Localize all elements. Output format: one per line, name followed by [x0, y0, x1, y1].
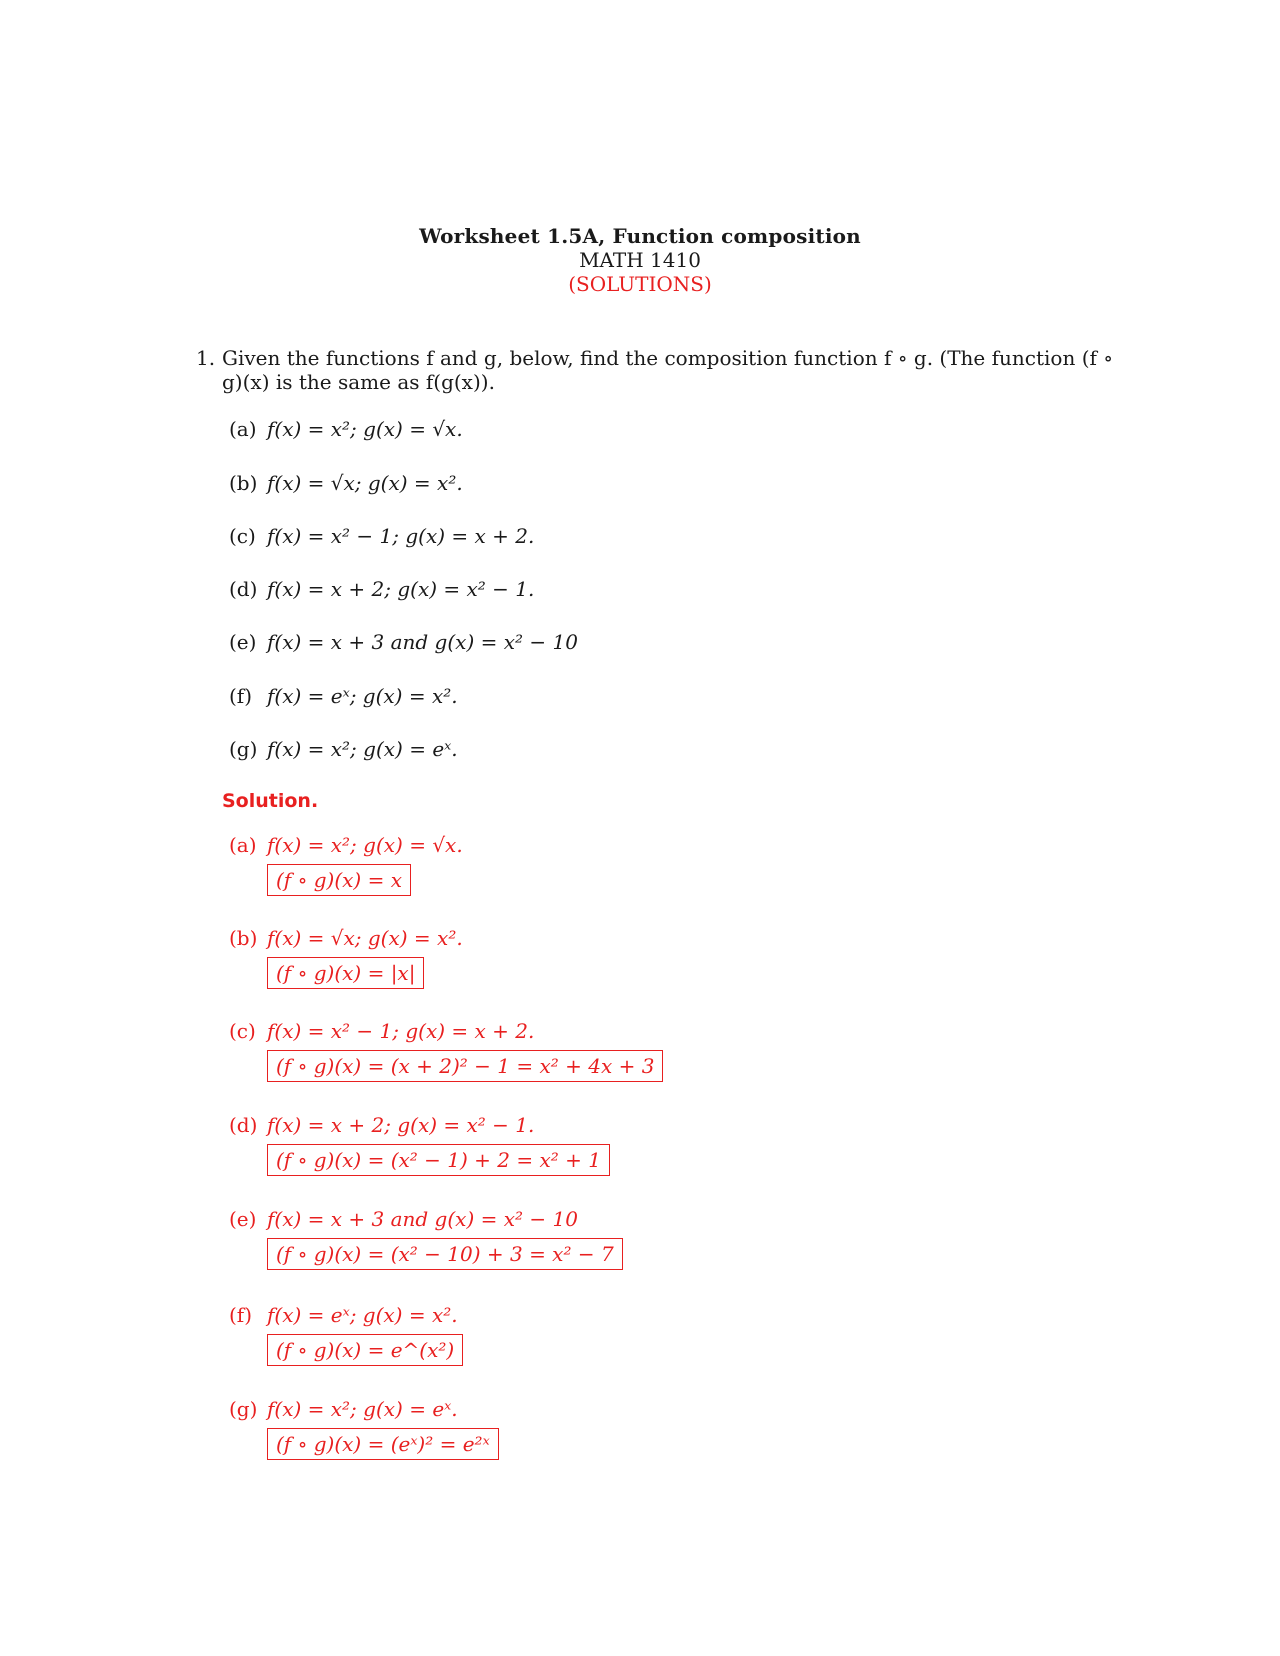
item-label: (a) [229, 417, 257, 441]
item-expr: f(x) = x + 3 and g(x) = x² − 10 [267, 630, 578, 654]
solution-e [229, 1206, 578, 1232]
solution-label: (b) [229, 926, 258, 950]
item-b [229, 470, 463, 496]
solution-a [229, 832, 463, 858]
item-d [229, 576, 534, 602]
item-expr: f(x) = x + 2; g(x) = x² − 1. [267, 577, 535, 601]
worksheet-title: Worksheet 1.5A, Function composition [419, 224, 861, 248]
item-label: (b) [229, 471, 258, 495]
solution-expr: f(x) = x + 2; g(x) = x² − 1. [267, 1113, 535, 1137]
solution-label: (g) [229, 1397, 258, 1421]
solution-expr: f(x) = x² − 1; g(x) = x + 2. [267, 1019, 535, 1043]
course-code: MATH 1410 [579, 248, 701, 272]
solution-expr: f(x) = x²; g(x) = eˣ. [267, 1397, 458, 1421]
item-a [229, 416, 463, 442]
worksheet-header [0, 224, 1280, 296]
solution-f [229, 1302, 458, 1328]
solution-expr: f(x) = eˣ; g(x) = x². [267, 1303, 458, 1327]
item-g [229, 736, 458, 762]
item-expr: f(x) = eˣ; g(x) = x². [267, 684, 458, 708]
item-c [229, 523, 534, 549]
answer-box-d: (f ∘ g)(x) = (x² − 1) + 2 = x² + 1 [267, 1144, 610, 1176]
answer-box-e: (f ∘ g)(x) = (x² − 10) + 3 = x² − 7 [267, 1238, 623, 1270]
solution-label: (d) [229, 1113, 258, 1137]
answer-box-g: (f ∘ g)(x) = (eˣ)² = e²ˣ [267, 1428, 499, 1460]
item-label: (g) [229, 737, 258, 761]
solution-label: (e) [229, 1207, 257, 1231]
answer-box-f: (f ∘ g)(x) = e^(x²) [267, 1334, 463, 1366]
item-f [229, 683, 458, 709]
item-expr: f(x) = x²; g(x) = √x. [267, 417, 463, 441]
solution-expr: f(x) = √x; g(x) = x². [267, 926, 463, 950]
item-label: (c) [229, 524, 256, 548]
solution-c [229, 1018, 534, 1044]
solution-label: (f) [229, 1303, 253, 1327]
item-expr: f(x) = √x; g(x) = x². [267, 471, 463, 495]
answer-box-c: (f ∘ g)(x) = (x + 2)² − 1 = x² + 4x + 3 [267, 1050, 663, 1082]
solution-b [229, 925, 463, 951]
solution-expr: f(x) = x²; g(x) = √x. [267, 833, 463, 857]
solutions-label: (SOLUTIONS) [568, 272, 712, 296]
solution-g [229, 1396, 458, 1422]
solution-d [229, 1112, 534, 1138]
item-expr: f(x) = x²; g(x) = eˣ. [267, 737, 458, 761]
answer-box-a: (f ∘ g)(x) = x [267, 864, 411, 896]
solution-heading: Solution. [222, 790, 319, 812]
item-label: (d) [229, 577, 258, 601]
problem-text: Given the functions f and g, below, find the composition function f ∘ g. (The function (f ∘ g)(x) is the same as f(g(x)). [222, 346, 1114, 394]
problem-number: 1. [196, 346, 216, 370]
problem-1 [196, 346, 1126, 394]
item-expr: f(x) = x² − 1; g(x) = x + 2. [267, 524, 535, 548]
solution-label: (c) [229, 1019, 256, 1043]
item-e [229, 629, 578, 655]
solution-expr: f(x) = x + 3 and g(x) = x² − 10 [267, 1207, 578, 1231]
item-label: (f) [229, 684, 253, 708]
item-label: (e) [229, 630, 257, 654]
solution-label: (a) [229, 833, 257, 857]
answer-box-b: (f ∘ g)(x) = |x| [267, 957, 424, 989]
